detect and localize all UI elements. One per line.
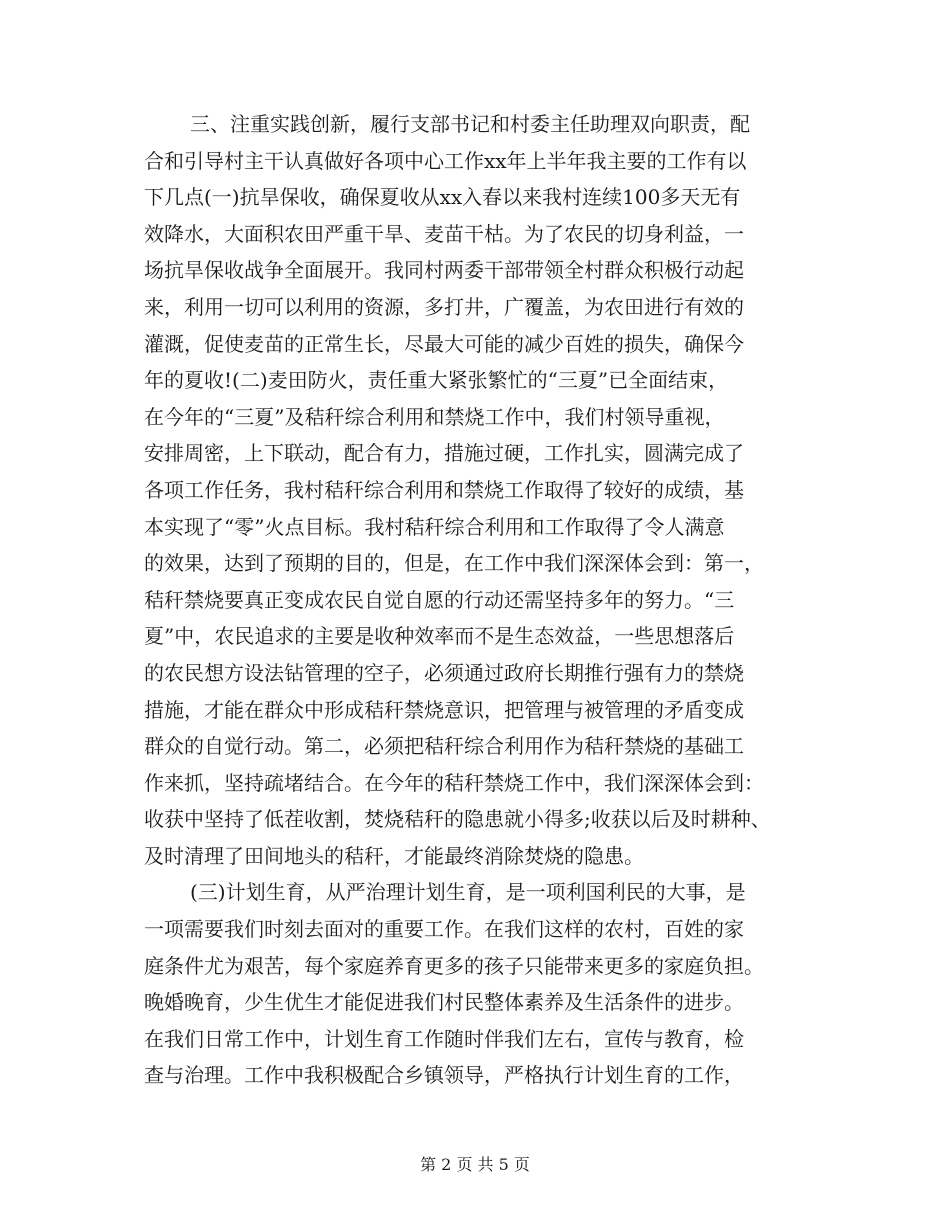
text-line: 在今年的“三夏”及秸秆综合利用和禁烧工作中，我们村领导重视， (144, 404, 725, 429)
text-line: 效降水，大面积农田严重干旱、麦苗干枯。为了农民的切身利益，一 (144, 221, 744, 246)
text-line: 秸秆禁烧要真正变成农民自觉自愿的行动还需坚持多年的努力。“三 (144, 587, 735, 612)
text-line: 晚婚晚育，少生优生才能促进我们村民整体素养及生活条件的进步。 (144, 990, 744, 1015)
text-line: 的效果，达到了预期的目的，但是，在工作中我们深深体会到：第一， (144, 551, 764, 576)
page-number-footer: 第 2 页 共 5 页 (420, 1155, 530, 1174)
text-line: 灌溉，促使麦苗的正常生长，尽最大可能的减少百姓的损失，确保今 (144, 331, 744, 356)
text-line: 年的夏收!(二)麦田防火，责任重大紧张繁忙的“三夏”已全面结束， (144, 368, 729, 393)
paragraph-family-planning (144, 874, 809, 1094)
text-line: 夏”中，农民追求的主要是收种效率而不是生态效益，一些思想落后 (144, 624, 735, 649)
text-line: 来，利用一切可以利用的资源，多打井，广覆盖，为农田进行有效的 (144, 294, 744, 319)
paragraph-practice-innovation (144, 106, 809, 874)
text-line: 安排周密，上下联动，配合有力，措施过硬，工作扎实，圆满完成了 (144, 441, 744, 466)
text-line: 一项需要我们时刻去面对的重要工作。在我们这样的农村，百姓的家 (144, 917, 744, 942)
text-line: 下几点(一)抗旱保收，确保夏收从xx入春以来我村连续100多天无有 (144, 185, 741, 210)
text-line: 措施，才能在群众中形成秸秆禁烧意识，把管理与被管理的矛盾变成 (144, 697, 744, 722)
text-line: 群众的自觉行动。第二，必须把秸秆综合利用作为秸秆禁烧的基础工 (144, 734, 744, 759)
text-line: 在我们日常工作中，计划生育工作随时伴我们左右，宣传与教育，检 (144, 1026, 744, 1051)
text-line: 收获中坚持了低茬收割，焚烧秸秆的隐患就小得多;收获以后及时耕种、 (144, 807, 771, 832)
document-body (144, 106, 809, 1094)
text-line: (三)计划生育，从严治理计划生育，是一项利国利民的大事，是 (190, 880, 746, 905)
text-line: 本实现了“零”火点目标。我村秸秆综合利用和工作取得了令人满意 (144, 514, 725, 539)
text-line: 作来抓，坚持疏堵结合。在今年的秸秆禁烧工作中，我们深深体会到： (144, 770, 764, 795)
text-line: 三、注重实践创新，履行支部书记和村委主任助理双向职责，配 (190, 112, 750, 136)
text-line: 合和引导村主干认真做好各项中心工作xx年上半年我主要的工作有以 (144, 148, 747, 173)
text-line: 庭条件尤为艰苦，每个家庭养育更多的孩子只能带来更多的家庭负担。 (144, 953, 764, 978)
text-line: 场抗旱保收战争全面展开。我同村两委干部带领全村群众积极行动起 (144, 258, 744, 283)
text-line: 及时清理了田间地头的秸秆，才能最终消除焚烧的隐患。 (144, 843, 644, 868)
text-line: 的农民想方设法钻管理的空子，必须通过政府长期推行强有力的禁烧 (144, 660, 744, 685)
text-line: 各项工作任务，我村秸秆综合利用和禁烧工作取得了较好的成绩，基 (144, 477, 744, 502)
text-line: 查与治理。工作中我积极配合乡镇领导，严格执行计划生育的工作， (144, 1063, 744, 1088)
